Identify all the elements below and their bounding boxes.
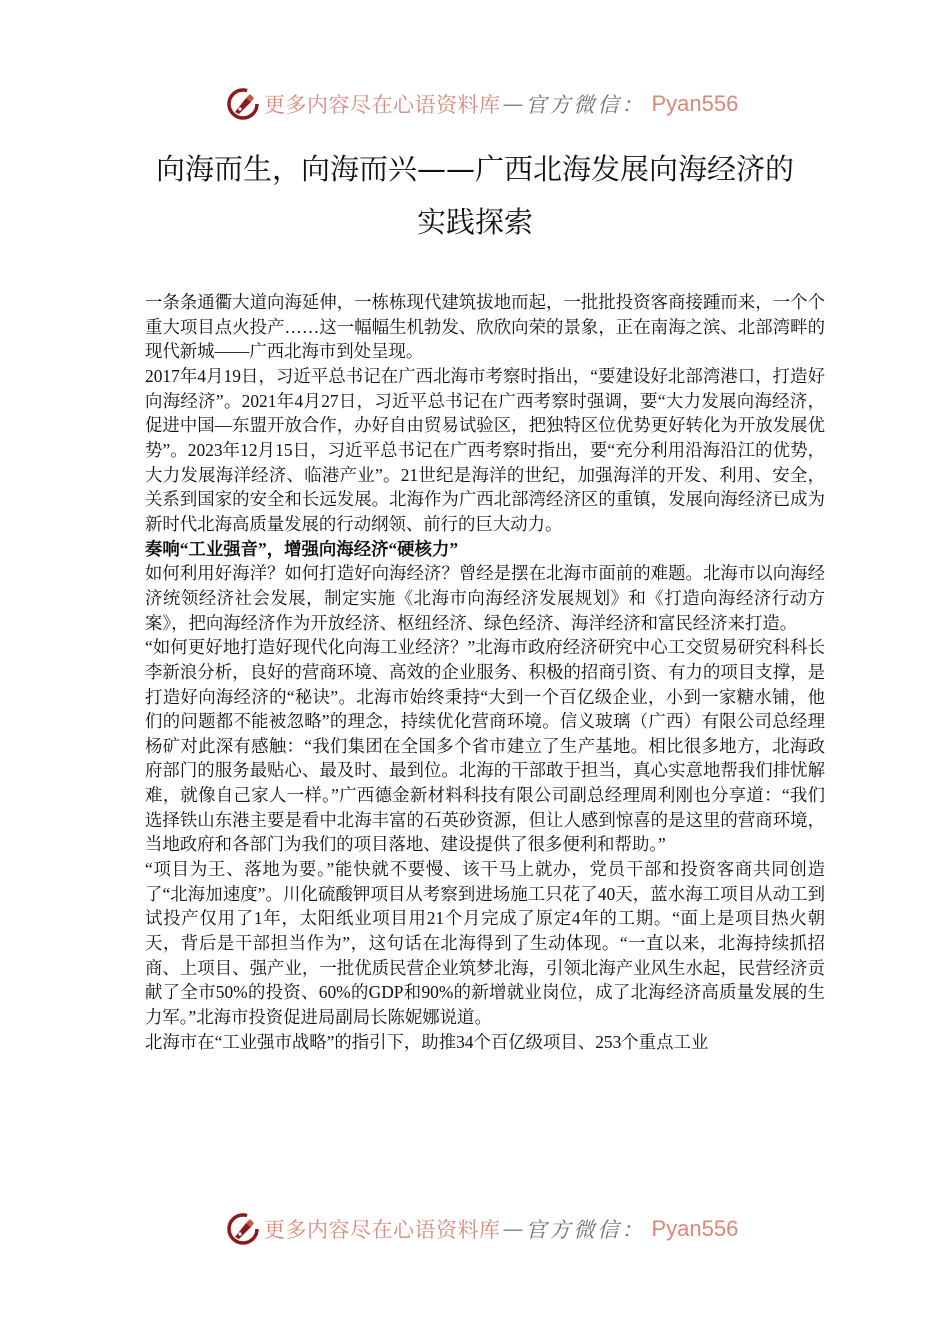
banner-wechat-label: 官方微信： xyxy=(525,1218,646,1242)
title-line-1: 向海而生，向海而兴——广西北海发展向海经济的 xyxy=(155,152,794,186)
pen-nib-logo-icon xyxy=(226,1212,260,1246)
footer-banner xyxy=(226,1209,738,1249)
title-line-2: 实践探索 xyxy=(416,205,533,239)
banner-wechat-id: Pyan556 xyxy=(651,1216,739,1241)
paragraph-context: 2017年4月19日，习近平总书记在广西北海市考察时指出，“要建设好北部湾港口，打造好向海经济”。2021年4月27日，习近平总书记在广西考察时强调，要“大力发展向海经济，促进中国—东盟开放合作，办好自由贸易试验区，把独特区位优势更好转化为开放发展优势”。2023年12月15日，习近平总书记在广西考察时指出，要“充分利用沿海沿江的优势，大力发展海洋经济、临港产业”。21世纪是海洋的世纪，加强海洋的开发、利用、安全，关系到国家的安全和长远发展。北海作为广西北部湾经济区的重镇，发展向海经济已成为新时代北海高质量发展的行动纲领、前行的巨大动力。 xyxy=(145,365,825,534)
banner-dash: — xyxy=(502,1217,524,1241)
paragraph-intro: 一条条通衢大道向海延伸，一栋栋现代建筑拔地而起，一批批投资客商接踵而来，一个个重大项目点火投产……这一幅幅生机勃发、欣欣向荣的景象，正在南海之滨、北部湾畔的现代新城——广西北海市到处呈现。 xyxy=(145,292,825,362)
document-body xyxy=(145,290,825,1054)
banner-dash: — xyxy=(502,92,524,116)
banner-promo-text: 更多内容尽在心语资料库 xyxy=(264,93,501,117)
paragraph-section-3: “项目为王、落地为要。”能快就不要慢、该干马上就办，党员干部和投资客商共同创造了“北海加速度”。川化硫酸钾项目从考察到进场施工只花了40天，蓝水海工项目从动工到试投产仅用了1年，太阳纸业项目用21个月完成了原定4年的工期。“面上是项目热火朝天，背后是干部担当作为”，这句话在北海得到了生动体现。“一直以来，北海持续抓招商、上项目、强产业，一批优质民营企业筑梦北海，引领北海产业风生水起，民营经济贡献了全市50%的投资、60%的GDP和90%的新增就业岗位，成了北海经济高质量发展的生力军。”北海市投资促进局副局长陈妮娜说道。 xyxy=(145,859,825,1028)
pen-nib-logo-icon xyxy=(226,87,260,121)
paragraph-section-2: “如何更好地打造好现代化向海工业经济？”北海市政府经济研究中心工交贸易研究科科长李新浪分析，良好的营商环境、高效的企业服务、积极的招商引资、有力的项目支撑，是打造好向海经济的“秘诀”。北海市始终秉持“大到一个百亿级企业，小到一家糖水铺，他们的问题都不能被忽略”的理念，持续优化营商环境。信义玻璃（广西）有限公司总经理杨矿对此深有感触：“我们集团在全国多个省市建立了生产基地。相比很多地方，北海政府部门的服务最贴心、最及时、最到位。北海的干部敢于担当，真心实意地帮我们排忧解难，就像自己家人一样。”广西德金新材料科技有限公司副总经理周利刚也分享道：“我们选择铁山东港主要是看中北海丰富的石英砂资源，但让人感到惊喜的是这里的营商环境，当地政府和各部门为我们的项目落地、建设提供了很多便利和帮助。” xyxy=(145,637,825,855)
header-banner xyxy=(226,84,738,124)
banner-wechat-label: 官方微信： xyxy=(525,93,646,117)
paragraph-section-4: 北海市在“工业强市战略”的指引下，助推34个百亿级项目、253个重点工业 xyxy=(145,1031,709,1052)
banner-promo-text: 更多内容尽在心语资料库 xyxy=(264,1218,501,1242)
paragraph-section-1: 如何利用好海洋？如何打造好向海经济？曾经是摆在北海市面前的难题。北海市以向海经济统领经济社会发展，制定实施《北海市向海经济发展规划》和《打造向海经济行动方案》，把向海经济作为开放经济、枢纽经济、绿色经济、海洋经济和富民经济来打造。 xyxy=(145,563,825,633)
banner-wechat-id: Pyan556 xyxy=(651,91,739,116)
section-heading: 奏响“工业强音”，增强向海经济“硬核力” xyxy=(145,538,459,559)
document-title xyxy=(140,143,810,249)
